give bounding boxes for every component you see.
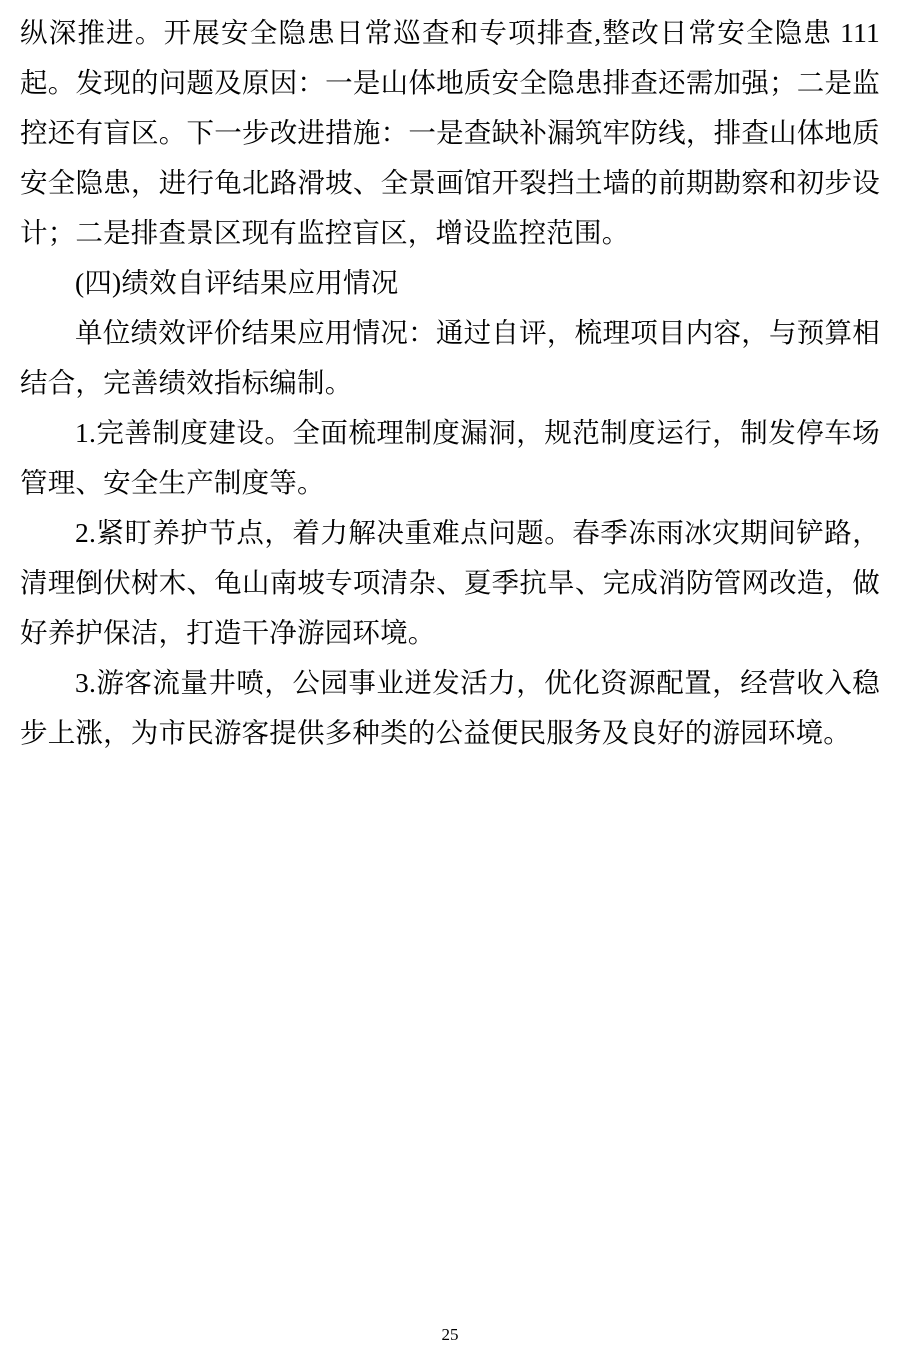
document-body: [20, 8, 880, 758]
paragraph-4: 1.完善制度建设。全面梳理制度漏洞，规范制度运行，制发停车场管理、安全生产制度等。: [20, 417, 880, 498]
page-number: 25: [441, 1325, 459, 1344]
paragraph-5: 2.紧盯养护节点，着力解决重难点问题。春季冻雨冰灾期间铲路，清理倒伏树木、龟山南坡专项清杂、夏季抗旱、完成消防管网改造，做好养护保洁，打造干净游园环境。: [20, 517, 880, 648]
paragraph-3: 单位绩效评价结果应用情况：通过自评，梳理项目内容，与预算相结合，完善绩效指标编制。: [20, 317, 880, 398]
paragraph-2-heading: (四)绩效自评结果应用情况: [75, 267, 399, 298]
paragraph-1: 纵深推进。开展安全隐患日常巡查和专项排查,整改日常安全隐患 111 起。发现的问题及原因：一是山体地质安全隐患排查还需加强；二是监控还有盲区。下一步改进措施：一是查缺补漏筑牢防线，排查山体地质安全隐患，进行龟北路滑坡、全景画馆开裂挡土墙的前期勘察和初步设计；二是排查景区现有监控盲区，增设监控范围。: [20, 17, 880, 248]
paragraph-6: 3.游客流量井喷，公园事业迸发活力，优化资源配置，经营收入稳步上涨，为市民游客提供多种类的公益便民服务及良好的游园环境。: [20, 667, 880, 748]
